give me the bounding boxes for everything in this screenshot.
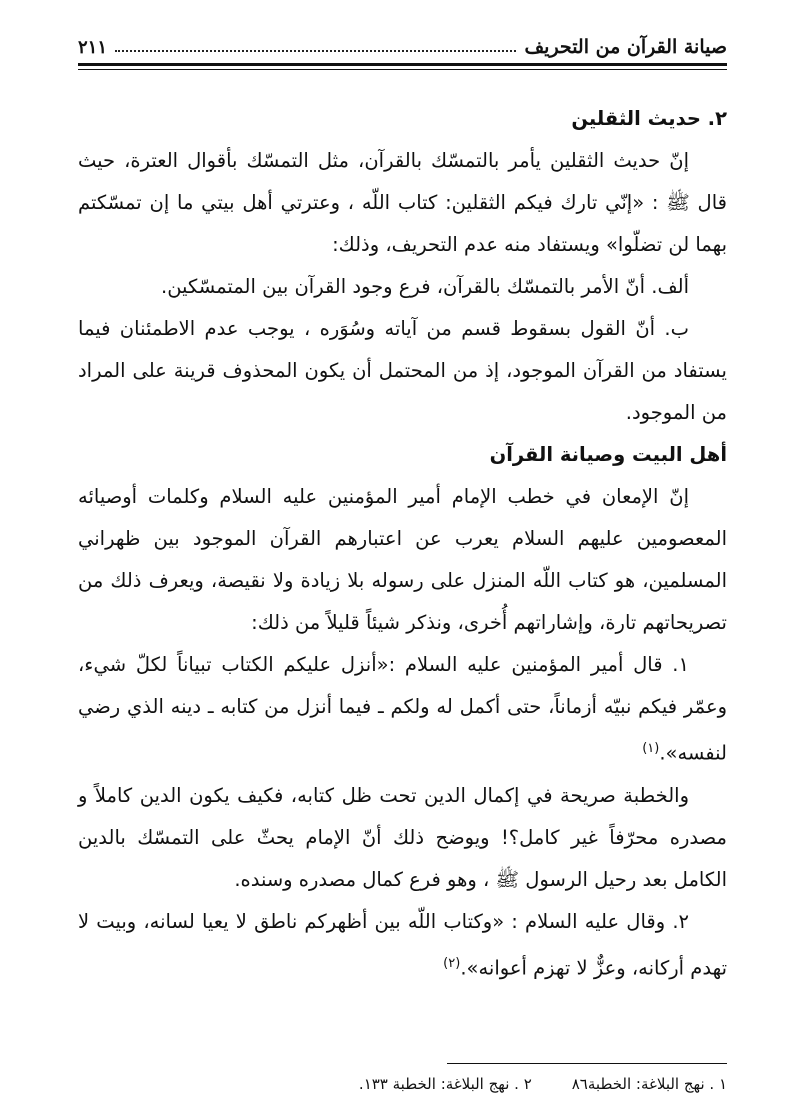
footnote-separator <box>447 1063 727 1064</box>
quote-2-text: ٢. وقال عليه السلام : «وكتاب اللّه بين أظهركم ناطق لا يعيا لسانه، وبيت لا تهدم أركانه، وعزٌّ لا تهزم أعوانه». <box>78 909 727 979</box>
header-rule-thin <box>78 69 727 70</box>
paragraph-khutba-explanation: والخطبة صريحة في إكمال الدين تحت ظل كتابه، فكيف يكون الدين كاملاً و مصدره محرّفاً غير كامل؟! ويوضح ذلك أنّ الإمام يحثّ على التمسّك بالدين الكامل بعد رحيل الرسول ﷺ ، وهو فرع كمال مصدره وسنده. <box>78 783 727 891</box>
footnote-1: ١ . نهج البلاغة: الخطبة٨٦ <box>571 1075 727 1093</box>
page-body <box>78 98 727 989</box>
header-dot-leader <box>115 50 516 52</box>
footnote-ref-1: (١) <box>642 741 660 756</box>
paragraph-imaan: إنّ الإمعان في خطب الإمام أمير المؤمنين عليه السلام وكلمات أوصيائه المعصومين عليهم السلام يعرب عن اعتبارهم القرآن الموجود بين ظهراني المسلمين، هو كتاب اللّه المنزل على رسوله بلا زيادة ولا نقيصة، ويعرف ذلك من تصريحاتهم تارة، وإشاراتهم أُخرى، ونذكر شيئاً قليلاً من ذلك: <box>78 485 727 634</box>
paragraph-point-alif: ألف. أنّ الأمر بالتمسّك بالقرآن، فرع وجود القرآن بين المتمسّكين. <box>161 275 689 298</box>
section-heading-ahl-al-bayt: أهل البيت وصيانة القرآن <box>489 443 727 466</box>
footnotes <box>78 1075 727 1093</box>
footnote-ref-2: (٢) <box>443 955 461 971</box>
running-title: صيانة القرآن من التحريف <box>524 36 727 58</box>
paragraph-thaqalayn-hadith: إنّ حديث الثقلين يأمر بالتمسّك بالقرآن، مثل التمسّك بأقوال العترة، حيث قال ﷺ : «إنّي تارك فيكم الثقلين: كتاب اللّه ، وعترتي أهل بيتي ما إن تمسّكتم بهما لن تضلّوا» ويستفاد منه عدم التحريف، وذلك: <box>78 149 727 256</box>
page-number: ٢١١ <box>78 37 108 58</box>
footnote-2: ٢ . نهج البلاغة: الخطبة ١٣٣. <box>358 1075 532 1093</box>
quote-1-text: ١. قال أمير المؤمنين عليه السلام :«أنزل عليكم الكتاب تبياناً لكلّ شيء، وعمّر فيكم نبيّه أزماناً، حتى أكمل له ولكم ـ فيما أنزل من كتابه ـ دينه الذي رضي لنفسه». <box>78 653 727 765</box>
paragraph-quote-2 <box>78 901 727 990</box>
paragraph-point-ba: ب. أنّ القول بسقوط قسم من آياته وسُوَره ، يوجب عدم الاطمئنان فيما يستفاد من القرآن الموجود، إذ من المحتمل أن يكون المحذوف قرينة على المراد من الموجود. <box>78 317 727 424</box>
header-rule-thick <box>78 63 727 66</box>
running-header <box>78 30 727 58</box>
section-heading-thaqalayn: ٢. حديث الثقلين <box>571 107 727 130</box>
paragraph-quote-1 <box>78 644 727 775</box>
